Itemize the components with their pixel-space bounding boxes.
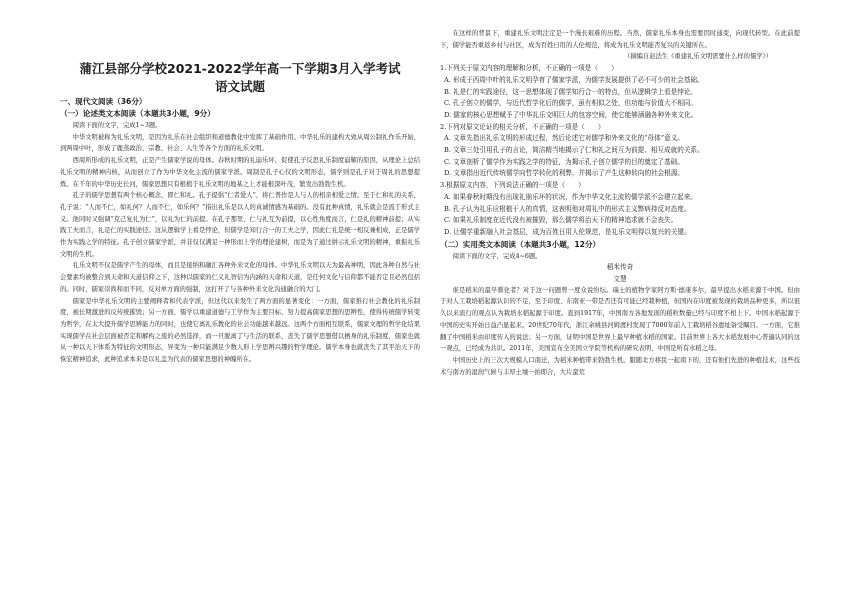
- passage-conclusion: 在这样的背景下，重建礼乐文明注定是一个漫长艰难的历程。当然，儒家礼乐本身也需要因时通变，向现代转型。在此前提下，儒学能否重返乡村与社区，成为百姓日用的人伦规范，将成为礼乐文明能否复兴的关键所在。: [440, 30, 800, 49]
- title-line-1: 蒲江县部分学校2021-2022学年高一下学期3月入学考试: [79, 61, 401, 76]
- left-column: [60, 0, 420, 366]
- section-heading: 一、现代文阅读（36分）: [60, 97, 147, 106]
- passage-source: （摘编自赵法生《重建礼乐文明需要什么样的儒学》）: [624, 53, 772, 61]
- question-1-option-a: A. 形成于西周中叶的礼乐文明孕育了儒家学派，为儒学发展提供了必不可少的社会基础。: [444, 75, 704, 84]
- passage-paragraph: 西周所形成的礼乐文明，正是产生儒家学说的母体。春秋时期的礼崩乐坏，促使孔子反思礼乐制度崩解的原因，从理论上总结礼乐文明的精神内核，从而创立了作为中华文化主流的儒家学派。周制是孔子心仪的文明形态，儒学则是孔子对于周礼的思想提炼。在千年的中华历史长河，儒家思想只有根植于礼乐文明的地基之上才能根深叶茂，繁发出勃勃生机。: [60, 157, 420, 188]
- exam-title: [60, 60, 420, 96]
- question-3-option-d: D. 让儒学重新融入社会基层，成为百姓日用人伦规范，是礼乐文明得以复兴的关键。: [444, 227, 691, 236]
- question-3-option-c: C. 如果礼乐制度在近代没有被摧毁，那么儒学将治天下的精神追求就不会丧失。: [444, 216, 678, 225]
- right-column: [440, 0, 800, 378]
- question-2-option-d: D. 文章指出近代传统儒学向哲学转化的利弊，并揭示了产生这种转向的社会根源。: [444, 169, 685, 178]
- passage-paragraph: 孔子的儒学思想有两个核心概念，即仁和礼。孔子提倡“仁者爱人”，将仁普作是人与人的相亲相爱之情。至于仁和礼的关系，孔子说：“人而不仁，如礼何？人而不仁，如乐何？”指出礼乐是以人的真诚情感为基础的。没有此种真情，礼乐就会是流于形式主义。他同时又强调“克己复礼为仁”，以礼为仁的前提。在孔子那里，仁与礼互为前提，以心性角度而言，仁是礼的精神前提；从实践工夫而言，礼是仁的实践途径。这从逻辑学上看是悖论，但儒学是知行合一的工夫之学，因此仁礼是统一相反兼相成，正是儒学作为实践之学的特征。孔子创立儒家学派，并非仅仅满足一种形而上学的理论建树，而是为了通过拼示礼乐文明的精神，重振礼乐文明的生机。: [60, 192, 420, 258]
- passage-paragraph: 礼乐文明不仅是儒学产生的母体，而且是接纳和融汇各种外来文化的母体。中华礼乐文明以天为最高神明，因此各种自然与社会要素均被整合到天命和天道信仰之下，这种以儒家的仁义礼智信为内涵的天命和天道，是任何文化与信仰都不能否定且必然包括的。同时，儒家崇尚和而不同，反对单方面的强制，这打开了与各种外来文化沟通融合的大门。: [60, 262, 420, 293]
- question-1-stem: 1.下列关于原文内容的理解和分析，不正确的一项是（ ）: [440, 64, 618, 73]
- instruction-2: 阅读下面的文字，完成4~6题。: [452, 252, 542, 260]
- question-3-option-a: A. 如果春秋时期没有出现礼崩乐坏的状况，作为中华文化主流的儒学派不会建立起来。: [444, 192, 697, 201]
- question-1-option-c: C. 孔子创立的儒学，与近代哲学化后的儒学，虽有相似之处，但功能与价值大不相同。: [444, 99, 697, 108]
- question-2-option-c: C. 文章剖析了儒学作为实践之学的特征，为揭示孔子创立儒学的目的奠定了基础。: [444, 157, 684, 166]
- question-2-option-b: B. 文章三处引用孔子的言论，简洁精当地揭示了仁和礼之间互为前提、相互成就的关系。: [444, 146, 704, 155]
- title-line-2: 语文试题: [214, 79, 265, 94]
- subsection-heading-1: （一）论述类文本阅读（本题共3小题，9分）: [60, 109, 215, 118]
- question-1-option-d: D. 儒家的核心思想赋予了中华礼乐文明巨大的包容空间，使它能够涵融各种外来文化。: [444, 110, 698, 119]
- question-3-option-b: B. 孔子认为礼乐应根植于人的真情，这表明他对周礼中的形式主义弊病持反对态度。: [444, 204, 691, 213]
- article-title: 稻米传奇: [606, 263, 634, 272]
- instruction-1: 阅读下面的文字，完成1~3题。: [72, 122, 162, 129]
- article-paragraph: 中国历史上的三次大规模人口南迁，为稻米种植带来勃勃生机。服随北方移民一起南下的，还有他们先进的种植技术，这些技术与南方的湿润气候与丰厚土壤一拍即合，大片蛮荒: [440, 356, 800, 376]
- question-2-stem: 2.下列对原文论证的相关分析，不正确的一项是（ ）: [440, 122, 605, 131]
- article-paragraph: 谁是稻米的最早驯化者？对于这一问题曾一度众说纷纭。瑞士的植物学家阿方斯·德康多尔，最早提出水稻来源于中国。但由于对人工栽培稻起源认识的不足，至于印度、东南亚一带是否还有可能已经栽种植，但国内在印度被发现的栽培品种更多，所以很久以来流行的观点认为栽培水稻起源于印度。直到1917年，中国南方各地发现的稻粒数量已经与印度不相上下。中国水稻起源于中国的史实开始日益凸显起来。20世纪70年代，浙江余姚县河姆渡村发现了7000年前人工栽培稻谷遗址备受瞩目。一方面，它推翻了中国稻米由印度传入的说法；另一方面，证明中国是世界上最早种植水稻的国家。目前世界上各大水稻发展中心普遍认同的这一观点，已经成为共识。2011年，美国宣布全美国立学院等机构的研究表明，中国是所有水稻之母。: [440, 286, 800, 353]
- question-3-stem: 3.根据原文内容，下列说法正确的一项是（ ）: [440, 181, 585, 190]
- article-author: 文慧: [613, 274, 627, 283]
- passage-paragraph: 中华文明被称为礼乐文明，是因为礼乐在社会组织和道德教化中发挥了基础作用。中华礼乐的建构大致从周公制礼作乐开始，到两周中叶，形成了鹿蒸政治、宗教、社会、人生等各个方面的礼乐文明。: [60, 133, 420, 153]
- passage-paragraph: 儒家是中华礼乐文明的主要阐释者和代表学派，但这代以来发生了两方面的显著变化：一方面，儒家推行社会教化的礼乐制度，被长期激进的反传统摧毁；另一方面，儒学以重建道德与工学作为主要目标，努力提高儒家思想的思辨性，使得传统儒学转变为哲学，在太大提升儒学思辨能力的同时，也使它离礼乐教化的社会功能越来越远。这两个方面相互联系，儒家文理的哲学化结果实现儒学在社会层面被否定和解构之废的必然选择，而一旦脱离了与生活的联系，丧失了儒学思想借以栖身的礼乐制度，儒家也就从一种以天下体系为特征的文明形态，异变为一种只能满足少数人形上学思辨兴趣的哲学理论。儒学本身也就丧失了其平治天下的恢宏精神追求，此种追求本来是以礼盖为代表的儒家思想的神魄所在。: [60, 297, 420, 364]
- subsection-heading-2: （二）实用类文本阅读（本题共3小题，12分）: [440, 239, 601, 249]
- question-1-option-b: B. 礼是仁的实践途径，这一思想体现了儒学知行合一的特点，但从逻辑学上看是悖论。: [444, 87, 698, 96]
- question-2-option-a: A. 文章先指出礼乐文明的形成过程，然后论述它对儒学和外来文化的“母体”意义。: [444, 134, 684, 143]
